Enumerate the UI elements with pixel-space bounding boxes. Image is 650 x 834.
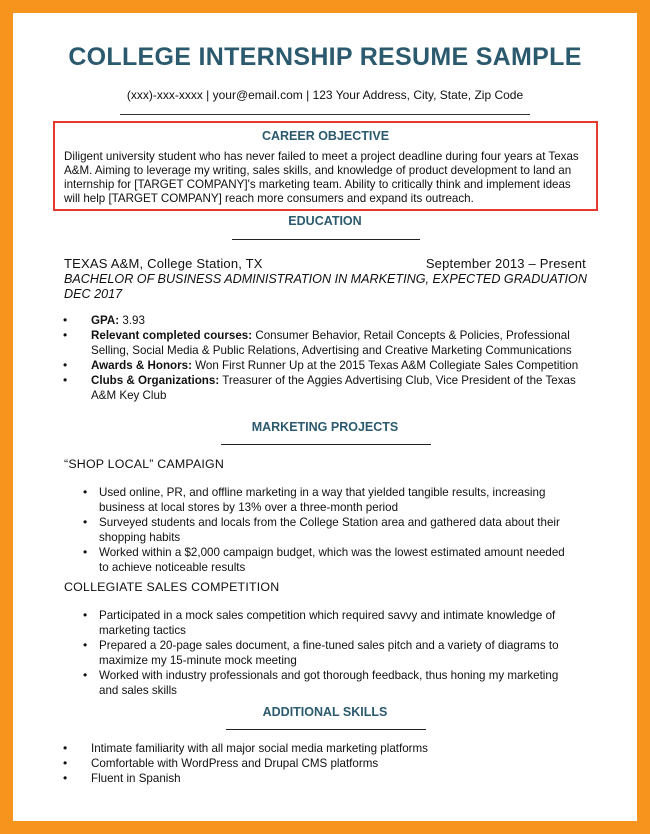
- career-objective-box: [53, 121, 598, 211]
- education-heading: EDUCATION: [288, 214, 362, 228]
- additional-skills-heading: ADDITIONAL SKILLS: [262, 705, 388, 719]
- item-label: Clubs & Organizations:: [91, 374, 220, 387]
- item-text: Consumer Behavior, Retail Concepts & Policies, Professional: [252, 329, 570, 342]
- list-item: • Worked within a $2,000 campaign budget, which was the lowest estimated amount needed to achieve noticeable results: [99, 545, 599, 575]
- item-text: Selling, Social Media & Public Relations, Advertising and Creative Marketing Communications: [91, 344, 572, 357]
- list-item: [91, 358, 599, 373]
- list-item: • Fluent in Spanish: [91, 771, 591, 786]
- education-details-list: [91, 313, 599, 403]
- project-bullet-list: [99, 608, 599, 698]
- objective-line: Diligent university student who has never failed to meet a project deadline during four years at Texas: [64, 150, 579, 163]
- item-text: 3.93: [119, 314, 145, 327]
- item-text: Treasurer of the Aggies Advertising Club, Vice President of the Texas: [219, 374, 576, 387]
- list-item: • Prepared a 20-page sales document, a fine-tuned sales pitch and a variety of diagrams to maximize my 15-minute mock meeting: [99, 638, 599, 668]
- contact-divider: [120, 114, 530, 115]
- objective-line: will help [TARGET COMPANY] reach more consumers and expand its outreach.: [64, 192, 474, 205]
- career-objective-heading: CAREER OBJECTIVE: [261, 129, 390, 143]
- marketing-projects-heading: MARKETING PROJECTS: [251, 420, 399, 434]
- project-bullet-list: [99, 485, 599, 575]
- career-objective-text: [64, 150, 589, 206]
- projects-divider: [221, 444, 431, 445]
- project-title: COLLEGIATE SALES COMPETITION: [64, 580, 280, 594]
- education-degree: [64, 272, 594, 302]
- skills-list: [91, 741, 591, 786]
- item-text: A&M Key Club: [91, 389, 167, 402]
- education-divider: [232, 239, 420, 240]
- degree-line: BACHELOR OF BUSINESS ADMINISTRATION IN MARKETING, EXPECTED GRADUATION: [64, 272, 587, 286]
- list-item: • Surveyed students and locals from the College Station area and gathered data about their shopping habits: [99, 515, 599, 545]
- contact-line: (xxx)-xxx-xxxx | your@email.com | 123 Your Address, City, State, Zip Code: [126, 88, 524, 102]
- objective-line: A&M. Aiming to leverage my writing, sales skills, and knowledge of product development to land an: [64, 164, 572, 177]
- resume-title: COLLEGE INTERNSHIP RESUME SAMPLE: [68, 43, 582, 71]
- list-item: • Intimate familiarity with all major social media marketing platforms: [91, 741, 591, 756]
- item-text: Won First Runner Up at the 2015 Texas A&M Collegiate Sales Competition: [191, 359, 579, 372]
- list-item: • Participated in a mock sales competition which required savvy and intimate knowledge of marketing tactics: [99, 608, 599, 638]
- item-label: GPA:: [91, 314, 120, 327]
- project-title: “SHOP LOCAL” CAMPAIGN: [64, 457, 225, 471]
- resume-page: [13, 13, 637, 821]
- item-label: Relevant completed courses:: [91, 329, 253, 342]
- item-label: Awards & Honors:: [91, 359, 192, 372]
- list-item: [91, 373, 599, 403]
- list-item: [91, 328, 599, 358]
- objective-line: internship for [TARGET COMPANY]'s marketing team. Ability to critically think and implement ideas: [64, 178, 571, 191]
- list-item: • Comfortable with WordPress and Drupal CMS platforms: [91, 756, 591, 771]
- skills-divider: [226, 729, 426, 730]
- list-item: • Worked with industry professionals and got thorough feedback, thus honing my marketing and sales skills: [99, 668, 599, 698]
- list-item: [91, 313, 599, 328]
- education-school: TEXAS A&M, College Station, TX: [64, 256, 263, 271]
- degree-line: DEC 2017: [64, 287, 123, 301]
- education-dates: September 2013 – Present: [425, 256, 586, 271]
- list-item: • Used online, PR, and offline marketing in a way that yielded tangible results, increasing business at local stores by 13% over a three-month period: [99, 485, 599, 515]
